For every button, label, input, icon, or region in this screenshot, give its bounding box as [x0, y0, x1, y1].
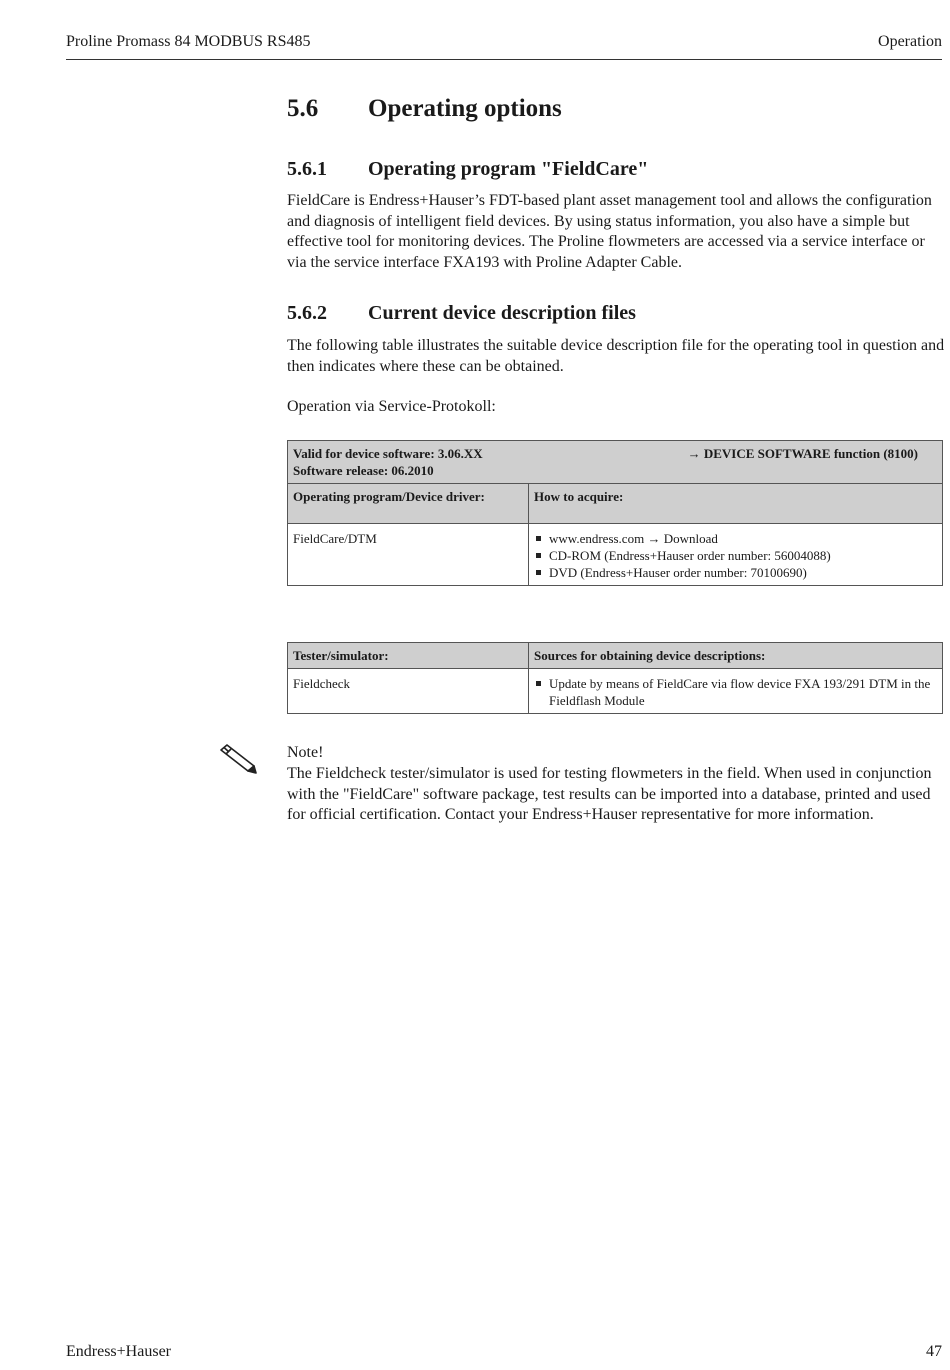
column-header: Tester/simulator:	[288, 643, 529, 669]
column-header: Operating program/Device driver:	[288, 484, 529, 524]
column-header: How to acquire:	[529, 484, 943, 524]
footer-brand: Endress+Hauser	[66, 1343, 171, 1360]
list-item: Update by means of FieldCare via flow device FXA 193/291 DTM in the Fieldflash Module	[534, 675, 937, 709]
pencil-icon	[218, 744, 258, 774]
subsection-number: 5.6.1	[287, 158, 327, 180]
list-item: DVD (Endress+Hauser order number: 70100690)	[534, 564, 937, 581]
section-title: Operating options	[368, 95, 562, 122]
sources-list	[534, 675, 937, 709]
description-paragraph: The following table illustrates the suitable device description file for the operating tool in question and then indicates where these can be obtained.	[287, 337, 945, 375]
tester-table	[287, 642, 943, 714]
fieldcare-paragraph: FieldCare is Endress+Hauser’s FDT-based plant asset management tool and allows the configuration and diagnosis of intelligent field devices. By using status information, you also have a simple but effective tool for monitoring devices. The Proline flowmeters are accessed via a service interface or via the service interface FXA193 with Proline Adapter Cable.	[287, 192, 932, 271]
subsection-heading-2	[287, 302, 636, 325]
valid-for-label: Valid for device software: 3.06.XX	[293, 446, 483, 461]
header-section: Operation	[878, 33, 942, 50]
subsection-number: 5.6.2	[287, 302, 327, 324]
section-number: 5.6	[287, 95, 319, 122]
operation-line: Operation via Service-Protokoll:	[287, 398, 496, 415]
note-label: Note!	[287, 744, 324, 761]
function-reference: → DEVICE SOFTWARE function (8100)	[687, 446, 918, 461]
table-cell: Fieldcheck	[288, 669, 529, 714]
column-header: Sources for obtaining device descriptions:	[529, 643, 943, 669]
device-description-table	[287, 440, 943, 586]
subsection-heading-1	[287, 158, 648, 181]
list-item: CD-ROM (Endress+Hauser order number: 56004088)	[534, 547, 937, 564]
release-label: Software release: 06.2010	[293, 463, 434, 478]
note-text: The Fieldcheck tester/simulator is used for testing flowmeters in the field. When used in conjunction with the "FieldCare" software package, test results can be imported into a database, printed and used for official certification. Contact your Endress+Hauser representative for more information.	[287, 765, 932, 823]
table-cell	[529, 669, 943, 714]
table-cell	[529, 524, 943, 586]
acquire-list	[534, 530, 937, 581]
table-header-cell	[288, 441, 943, 484]
header-divider	[66, 59, 942, 60]
header-title: Proline Promass 84 MODBUS RS485	[66, 33, 311, 50]
subsection-title: Operating program "FieldCare"	[368, 158, 649, 180]
section-heading	[287, 95, 562, 123]
list-item: www.endress.com → Download	[534, 530, 937, 547]
subsection-title: Current device description files	[368, 302, 636, 324]
table-cell: FieldCare/DTM	[288, 524, 529, 586]
page-number: 47	[926, 1343, 942, 1360]
